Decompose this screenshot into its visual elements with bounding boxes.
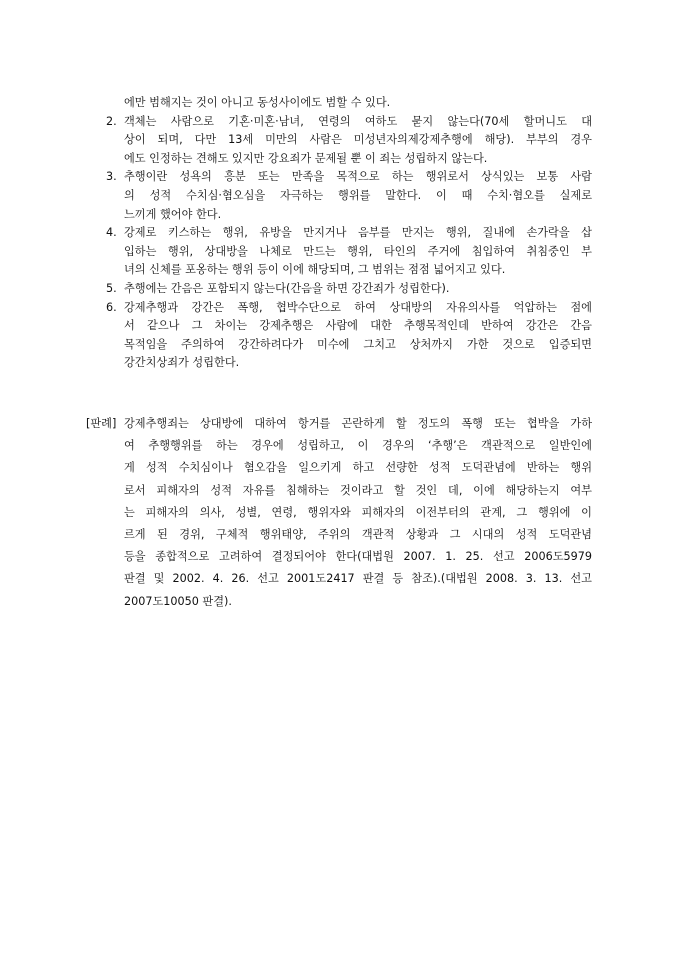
ruling-text-line: 판결 및 2002. 4. 26. 선고 2001도2417 판결 등 참조).(대법원 2008. 3. 13. 선고 xyxy=(124,572,592,586)
ruling-text-line: 등을 종합적으로 고려하여 결정되어야 한다(대법원 2007. 1. 25. 선고 2006도5979 xyxy=(124,550,592,564)
ruling-text-line: 2007도10050 판결). xyxy=(124,594,232,608)
item-text-line: 느끼게 했어야 한다. xyxy=(124,207,222,221)
item-number: 4. xyxy=(106,226,117,240)
ruling-text-line: 여 추행행위를 하는 경우에 성립하고, 이 경우의 ‘추행’은 객관적으로 일반인에 xyxy=(124,439,592,453)
ruling-text-line: 강제추행죄는 상대방에 대하여 항거를 곤란하게 할 정도의 폭행 또는 협박을 가하 xyxy=(124,417,592,430)
item-number: 3. xyxy=(106,170,117,184)
item-text-line: 강제추행과 강간은 폭행, 협박수단으로 하여 상대방의 자유의사를 억압하는 점에 xyxy=(124,300,592,314)
item-text-line: 녀의 신체를 포옹하는 행위 등이 이에 해당되며, 그 범위는 점점 넓어지고 있다. xyxy=(124,263,506,277)
item-text-line: 에만 범해지는 것이 아니고 동성사이에도 범할 수 있다. xyxy=(124,96,391,109)
ruling-text-line: 르게 된 경위, 구체적 행위태양, 주위의 객관적 상황과 그 시대의 성적 도덕관념 xyxy=(124,528,592,541)
ruling-label: [판례] xyxy=(86,417,117,430)
item-text-line: 상이 되며, 다만 13세 미만의 사람은 미성년자의제강제추행에 해당). 부부의 경우 xyxy=(124,133,592,147)
item-text-line: 의 성적 수치심·혐오심을 자극하는 행위를 말한다. 이 때 수치·혐오를 실제로 xyxy=(124,189,592,202)
ruling-text-line: 로서 피해자의 성적 자유를 침해하는 것이라고 할 것인 데, 이에 해당하는지 여부 xyxy=(124,483,592,497)
item-text-line: 서 같으나 그 차이는 강제추행은 사람에 대한 추행목적인데 반하여 강간은 간음 xyxy=(124,319,592,333)
item-text-line: 추행에는 간음은 포함되지 않는다(간음을 하면 강간죄가 성립한다). xyxy=(124,282,450,295)
item-text-line: 입하는 행위, 상대방을 나체로 만드는 행위, 타인의 주거에 침입하여 취침중인 부 xyxy=(124,244,592,258)
item-number: 6. xyxy=(106,300,117,314)
item-text-line: 강제로 키스하는 행위, 유방을 만지거나 음부를 만지는 행위, 질내에 손가락을 삽 xyxy=(124,226,592,240)
item-text-line: 강간치상죄가 성립한다. xyxy=(124,356,240,370)
item-text-line: 추행이란 성욕의 흥분 또는 만족을 목적으로 하는 행위로서 상식있는 보통 사람 xyxy=(124,170,592,184)
ruling-text-line: 는 피해자의 의사, 성별, 연령, 행위자와 피해자의 이전부터의 관계, 그 행위에 이 xyxy=(124,505,592,519)
item-text-line: 객체는 사람으로 기혼·미혼·남녀, 연령의 여하도 묻지 않는다(70세 할머니도 대 xyxy=(124,114,592,128)
item-number: 2. xyxy=(106,114,117,128)
item-text-line: 목적임을 주의하여 강간하려다가 미수에 그치고 상처까지 가한 것으로 입증되면 xyxy=(124,337,592,351)
item-number: 5. xyxy=(106,282,117,295)
ruling-text-line: 게 성적 수치심이나 혐오감을 일으키게 하고 선량한 성적 도덕관념에 반하는 행위 xyxy=(124,461,592,475)
item-text-line: 에도 인정하는 견해도 있지만 강요죄가 문제될 뿐 이 죄는 성립하지 않는다. xyxy=(124,151,488,165)
